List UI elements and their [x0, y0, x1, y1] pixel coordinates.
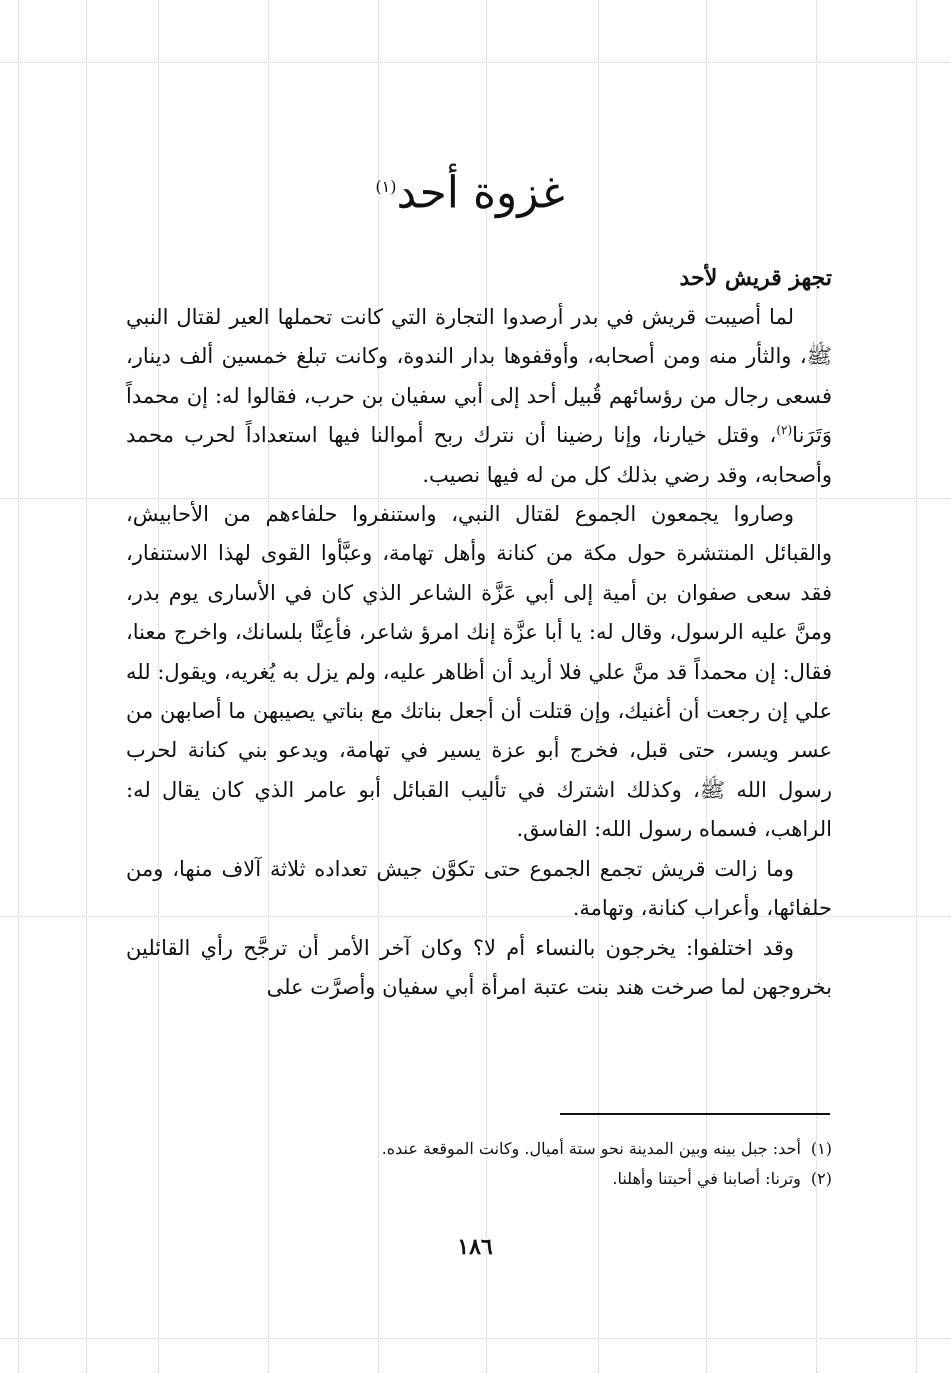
chapter-title-text: غزوة أحد [396, 167, 565, 219]
paragraph-text: وصاروا يجمعون الجموع لقتال النبي، واستنفروا حلفاءهم من الأحابيش، والقبائل المنتشرة حول مكة من كنانة وأهل تهامة، وعبَّأوا القوى لهذا الاستنفار، فقد سعى صفوان بن أمية إلى أبي عَزَّة الشاعر الذي كان في الأسارى يوم بدر، ومنَّ عليه الرسول، وقال له: يا أبا عزَّة إنك امرؤ شاعر، فأعِنَّا بلسانك، واخرج معنا، فقال: إن محمداً قد منَّ علي فلا أريد أن أظاهر عليه، ولم يزل به يُغريه، ويقول: لله علي إن رجعت أن أغنيك، وإن قتلت أن أجعل بناتك مع بناتي يصيبهن ما أصابهن من عسر ويسر، حتى قبل، فخرج أبو عزة يسير في تهامة، ويدعو بني كنانة لحرب رسول الله ﷺ، وكذلك اشترك في تأليب القبائل أبو عامر الذي كان يقال له: الراهب، فسماه رسول الله: الفاسق. [126, 502, 832, 842]
footnote-text: وترنا: أصابنا في أحبتنا وأهلنا. [612, 1169, 801, 1188]
paragraph [126, 929, 832, 1008]
paragraph-text: ، وقتل خيارنا، وإنا رضينا أن نترك ربح أموالنا فيها استعداداً لحرب محمد وأصحابه، وقد رضي بذلك كل من له فيها نصيب. [126, 423, 832, 487]
footnote-text: أحد: جبل بينه وبين المدينة نحو ستة أميال. وكانت الموقعة عنده. [381, 1139, 801, 1158]
chapter-title-footnote-ref: (١) [375, 177, 397, 196]
footnotes [280, 1134, 832, 1194]
footnote-number: (١) [810, 1139, 832, 1158]
paragraph-text: لما أصيبت قريش في بدر أرصدوا التجارة التي كانت تحملها العير لقتال النبي ﷺ، والثأر منه ومن أصحابه، وأوقفوها بدار الندوة، وكانت تبلغ خمسين ألف دينار، فسعى رجال من رؤسائهم قُبيل أحد إلى أبي سفيان بن حرب، فقالوا له: إن محمداً وَتَرَنا [126, 305, 832, 448]
footnote-ref: (٢) [776, 423, 793, 438]
footnote-number: (٢) [810, 1169, 832, 1188]
main-text [126, 258, 832, 1007]
scan-guide-line [86, 0, 87, 1373]
footnote [280, 1134, 832, 1164]
paragraph-text: وقد اختلفوا: يخرجون بالنساء أم لا؟ وكان آخر الأمر أن ترجَّح رأي القائلين بخروجهن لما صرخت هند بنت عتبة امرأة أبي سفيان وأصرَّت على [126, 935, 832, 999]
scan-guide-line [0, 1338, 951, 1339]
scan-guide-line [0, 62, 951, 63]
footnote [280, 1164, 832, 1194]
chapter-title [300, 152, 640, 229]
page-number: ١٨٦ [457, 1234, 493, 1260]
scan-guide-line [18, 0, 19, 1373]
scan-guide-line [916, 0, 917, 1373]
paragraph-text: وما زالت قريش تجمع الجموع حتى تكوَّن جيش تعداده ثلاثة آلاف منها، ومن حلفائها، وأعراب كنانة، وتهامة. [126, 856, 832, 921]
footnote-separator [560, 1113, 830, 1115]
paragraph [126, 298, 832, 495]
paragraph [126, 495, 832, 850]
section-heading: تجهز قريش لأحد [679, 265, 832, 291]
paragraph [126, 850, 832, 929]
